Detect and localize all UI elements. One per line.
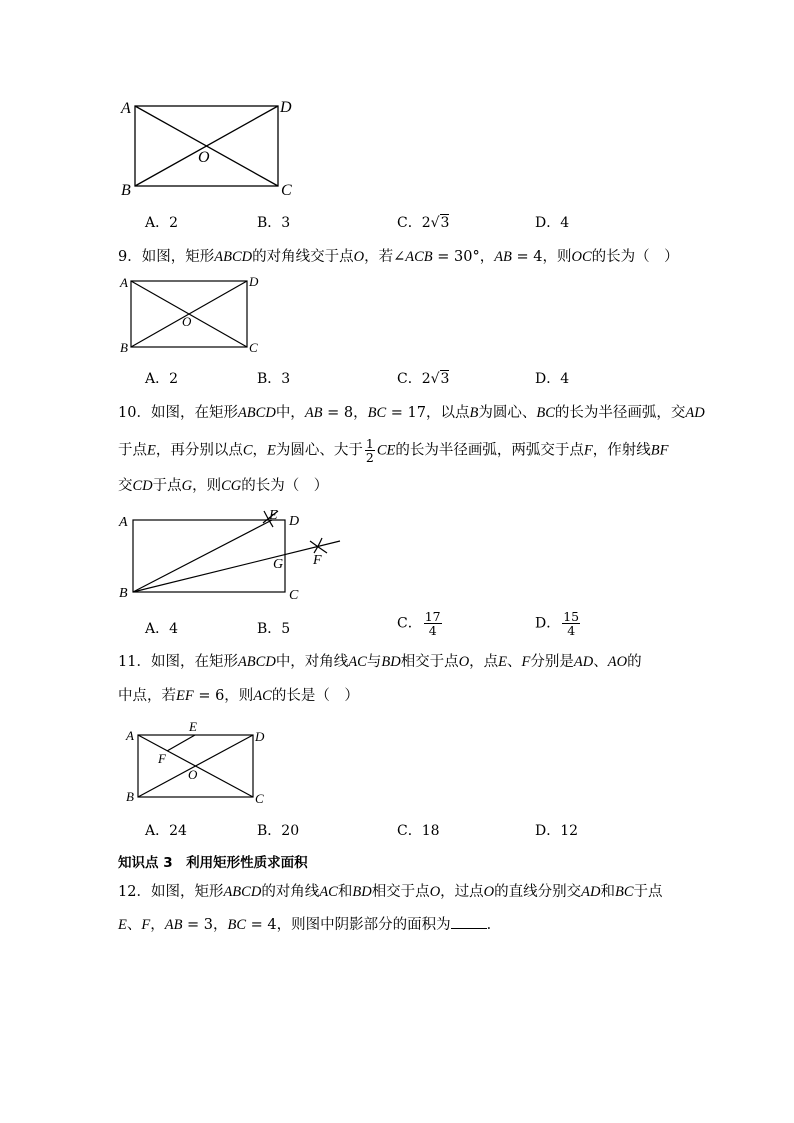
q9-o: O [353,249,365,265]
q9-abcd: ABCD [214,249,253,265]
option-a[interactable]: A．24 [145,823,187,839]
sqrt-radicand: 3 [440,215,450,231]
q9-ab: AB [494,249,512,265]
q9-oc: OC [571,249,592,265]
q11-abcd: ABCD [237,654,276,670]
question-10-line-1 [118,403,705,423]
q12-text: 相交于点 [371,884,430,900]
q12-text: = 4，则图中阴影部分的面积为 [246,917,451,933]
q11-text: 分别是 [530,654,574,670]
label-A: A [119,515,128,530]
label-D: D [280,99,292,116]
label-C: C [255,791,264,806]
q12-ab: AB [164,917,183,933]
fraction-17-4 [424,610,442,637]
fraction-denominator: 4 [567,623,576,638]
fraction-numerator: 15 [563,609,580,624]
q10-text: 交 [118,478,133,494]
answer-blank[interactable] [451,914,487,929]
q12-text: ，过点 [440,884,484,900]
q11-text: 的长是（ ） [271,688,359,704]
q12-ad: AD [581,884,601,900]
option-b[interactable]: B．3 [257,215,291,231]
options-3 [145,608,705,644]
q10-ad: AD [685,405,705,421]
q12-f: F [141,917,151,933]
q11-text: 的 [627,654,642,670]
option-b[interactable]: B．5 [257,621,291,637]
q11-text: 与 [366,654,382,670]
q10-g: G [181,478,193,494]
label-O: O [188,767,198,782]
q12-text: 的对角线 [261,884,320,900]
options-1 [145,212,705,232]
q9-text: 的对角线交于点 [252,249,354,265]
q11-text: 11．如图，在矩形 [118,654,238,670]
q12-o: O [483,884,495,900]
label-C: C [281,182,292,199]
q12-text: 的直线分别交 [494,884,582,900]
fraction-numerator: 17 [424,609,441,624]
options-2 [145,368,705,388]
q10-text: 于点 [118,442,147,459]
q9-text: = 30°， [432,249,495,265]
q12-o: O [429,884,441,900]
label-F: F [313,553,322,568]
q12-text: ． [486,917,502,933]
q10-bf: BF [650,442,669,459]
figure-rectangle-midpoints [118,715,278,810]
option-c[interactable] [397,368,449,388]
fraction-15-4 [562,610,580,637]
label-C: C [249,340,258,355]
fraction-half [365,437,375,464]
q11-text: 相交于点 [400,654,459,670]
sqrt-radicand: 3 [440,371,450,387]
q9-text: = 4，则 [511,249,572,265]
question-12-line-2 [118,914,501,935]
question-10-line-3 [118,476,328,496]
q10-text: 的长为半径画弧，两弧交于点 [395,442,584,459]
q9-text: 9．如图，矩形 [118,249,215,265]
option-d-prefix: D． [535,615,561,632]
q12-bd: BD [352,884,372,900]
label-C: C [289,588,299,603]
question-11-line-2 [118,686,359,706]
sqrt-symbol: √3 [430,215,450,231]
q11-e: E [498,654,508,670]
q11-f: F [521,654,531,670]
q10-ce: CE [376,442,396,459]
q10-text: 为圆心、 [478,405,537,421]
q10-text: ，则 [192,478,222,494]
q10-c: C [242,442,253,459]
q10-b: B [469,405,479,421]
q10-e: E [147,442,156,459]
q11-bd: BD [381,654,401,670]
label-D: D [255,729,265,744]
q10-cd: CD [132,478,153,494]
figure-rectangle-arcs [118,505,348,605]
q11-o: O [458,654,470,670]
label-A: A [126,728,134,743]
q10-text: 的长为半径画弧，交 [554,405,686,421]
q10-text: = 8， [322,405,368,421]
question-9 [118,247,679,267]
q9-text: 的长为（ ） [591,249,679,265]
question-10-line-2 [118,437,668,464]
options-4 [145,820,705,840]
q10-cg: CG [221,478,242,494]
label-O: O [182,314,192,329]
sqrt-symbol: √3 [430,371,450,387]
q10-bc: BC [536,405,555,421]
q10-f: F [583,442,593,459]
q12-text: 和 [600,884,615,900]
q10-text: ， [252,442,268,459]
q12-text: 、 [126,917,142,933]
q10-text: 10．如图，在矩形 [118,405,238,421]
option-a[interactable]: A．4 [145,621,179,637]
q12-text: 和 [337,884,353,900]
fraction-numerator: 1 [365,436,374,451]
question-12-line-1 [118,882,663,902]
q11-text: = 6，则 [193,688,254,704]
label-B: B [119,586,128,601]
fraction-denominator: 2 [365,450,374,465]
q10-text: ，作射线 [592,442,651,459]
section-heading: 知识点 3 利用矩形性质求面积 [118,855,308,871]
option-c[interactable] [397,610,444,637]
q10-bc: BC [367,405,387,421]
q12-text: 于点 [633,884,663,900]
q11-text: 、 [507,654,522,670]
q12-bc: BC [227,917,247,933]
label-A: A [120,275,128,290]
label-B: B [121,182,131,199]
option-d[interactable]: D．12 [535,823,579,839]
label-B: B [126,789,134,804]
option-d[interactable] [535,610,582,637]
q10-text: 中， [275,405,305,421]
option-d[interactable]: D．4 [535,371,570,387]
figure-rectangle-1 [118,96,308,200]
q11-text: 中，对角线 [275,654,349,670]
q10-text: ，再分别以点 [155,442,243,459]
q12-e: E [118,917,127,933]
option-c-prefix: C．2 [397,371,431,387]
label-E: E [189,719,197,734]
option-b[interactable]: B．20 [257,823,300,839]
option-c-prefix: C． [397,615,422,632]
q11-ac: AC [253,688,272,704]
q11-text: ，点 [469,654,499,670]
option-c[interactable]: C．18 [397,823,440,839]
q11-ad: AD [573,654,594,670]
q10-ab: AB [304,405,323,421]
q12-text: ， [150,917,165,933]
fraction-denominator: 4 [428,623,437,638]
q12-ac: AC [319,884,338,900]
q11-ac: AC [348,654,367,670]
q11-ao: AO [607,654,628,670]
label-D: D [249,274,259,289]
q12-bc: BC [615,884,634,900]
label-E: E [269,508,278,523]
label-D: D [289,514,300,529]
label-O: O [198,149,210,166]
option-a[interactable]: A．2 [145,215,179,231]
option-d[interactable]: D．4 [535,215,570,231]
label-B: B [120,340,128,355]
q10-text: 为圆心、大于 [275,442,363,459]
q9-acb: ACB [405,249,433,265]
q11-ef: EF [176,688,194,704]
q12-text: = 3， [182,917,228,933]
label-A: A [121,100,131,117]
q9-text: ，若∠ [364,249,406,265]
q10-e: E [267,442,276,459]
q12-abcd: ABCD [223,884,262,900]
label-F: F [158,751,166,766]
q10-text: 的长为（ ） [241,478,329,494]
q10-abcd: ABCD [237,405,276,421]
question-11-line-1 [118,652,642,672]
option-c-prefix: C．2 [397,215,431,231]
q12-text: 12．如图，矩形 [118,884,224,900]
q11-text: 中点，若 [118,688,176,704]
q10-text: = 17，以点 [386,405,470,421]
option-b[interactable]: B．3 [257,371,291,387]
q11-text: 、 [593,654,608,670]
q10-text: 于点 [152,478,182,494]
figure-rectangle-2 [118,272,268,360]
option-a[interactable]: A．2 [145,371,179,387]
label-G: G [273,557,284,572]
option-c[interactable] [397,212,449,232]
